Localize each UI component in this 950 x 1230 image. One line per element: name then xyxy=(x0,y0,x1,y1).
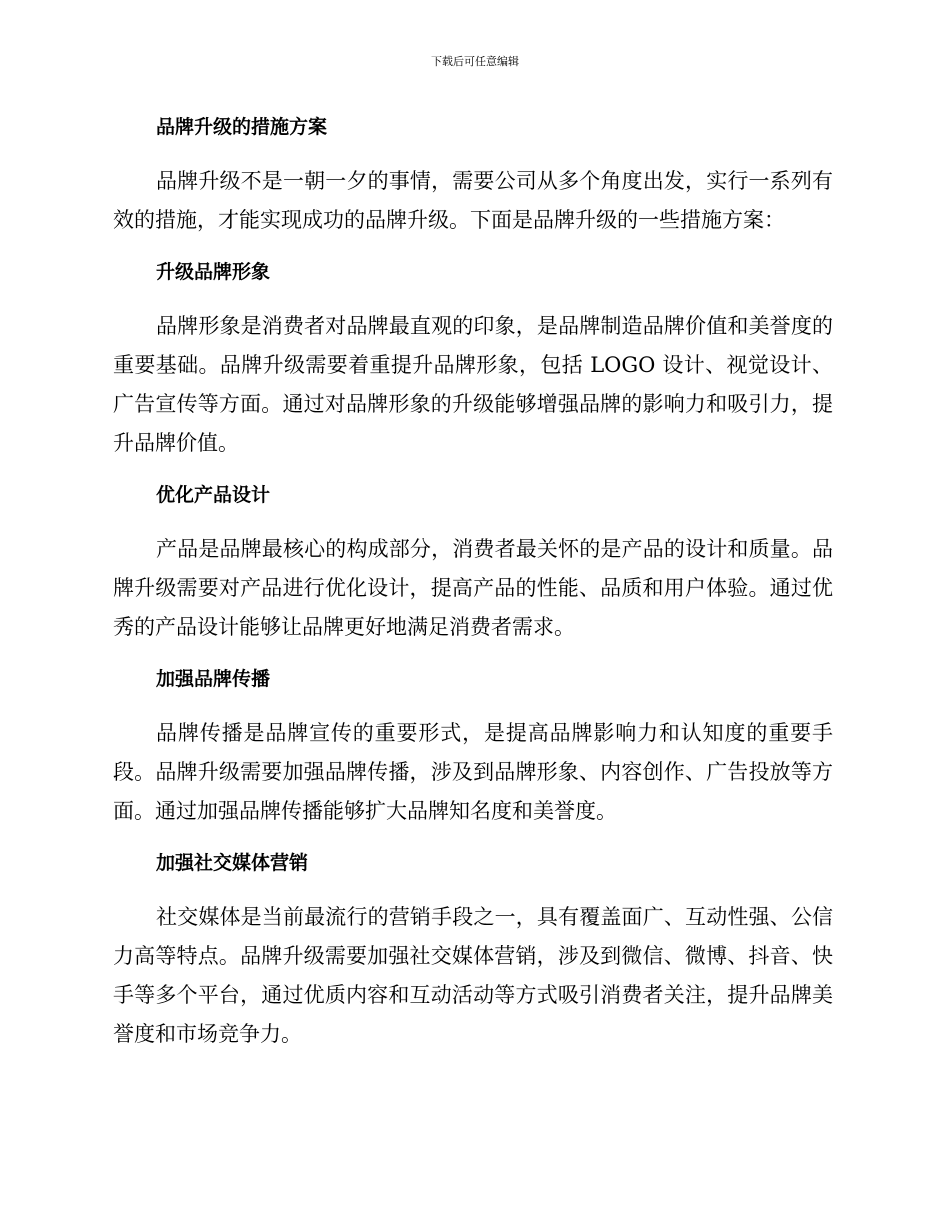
section-heading: 加强品牌传播 xyxy=(156,668,271,690)
document-title: 品牌升级的措施方案 xyxy=(156,116,328,138)
section-heading: 优化产品设计 xyxy=(156,484,271,506)
section-paragraph: 品牌形象是消费者对品牌最直观的印象，是品牌制造品牌价值和美誉度的重要基础。品牌升级需要着重提升品牌形象，包括 LOGO 设计、视觉设计、广告宣传等方面。通过对品牌形象的升级能够增强品牌的影响力和吸引力，提升品牌价值。 xyxy=(113,314,833,455)
section-heading: 加强社交媒体营销 xyxy=(156,852,309,874)
paragraph-intro: 品牌升级不是一朝一夕的事情，需要公司从多个角度出发，实行一系列有效的措施，才能实现成功的品牌升级。下面是品牌升级的一些措施方案： xyxy=(113,169,833,232)
page-header-text: 下载后可任意编辑 xyxy=(431,55,519,68)
section-social-media xyxy=(113,845,833,1054)
page-header xyxy=(0,54,950,70)
section-intro xyxy=(113,109,833,240)
section-paragraph: 产品是品牌最核心的构成部分，消费者最关怀的是产品的设计和质量。品牌升级需要对产品进行优化设计，提高产品的性能、品质和用户体验。通过优秀的产品设计能够让品牌更好地满足消费者需求。 xyxy=(113,537,833,639)
section-product-design xyxy=(113,477,833,647)
section-paragraph: 社交媒体是当前最流行的营销手段之一，具有覆盖面广、互动性强、公信力高等特点。品牌升级需要加强社交媒体营销，涉及到微信、微博、抖音、快手等多个平台，通过优质内容和互动活动等方式吸引消费者关注，提升品牌美誉度和市场竞争力。 xyxy=(113,905,833,1046)
section-heading: 升级品牌形象 xyxy=(156,261,271,283)
document-body xyxy=(113,109,833,1068)
section-brand-communication xyxy=(113,661,833,831)
section-paragraph: 品牌传播是品牌宣传的重要形式，是提高品牌影响力和认知度的重要手段。品牌升级需要加强品牌传播，涉及到品牌形象、内容创作、广告投放等方面。通过加强品牌传播能够扩大品牌知名度和美誉度。 xyxy=(113,721,833,823)
section-brand-image xyxy=(113,254,833,463)
